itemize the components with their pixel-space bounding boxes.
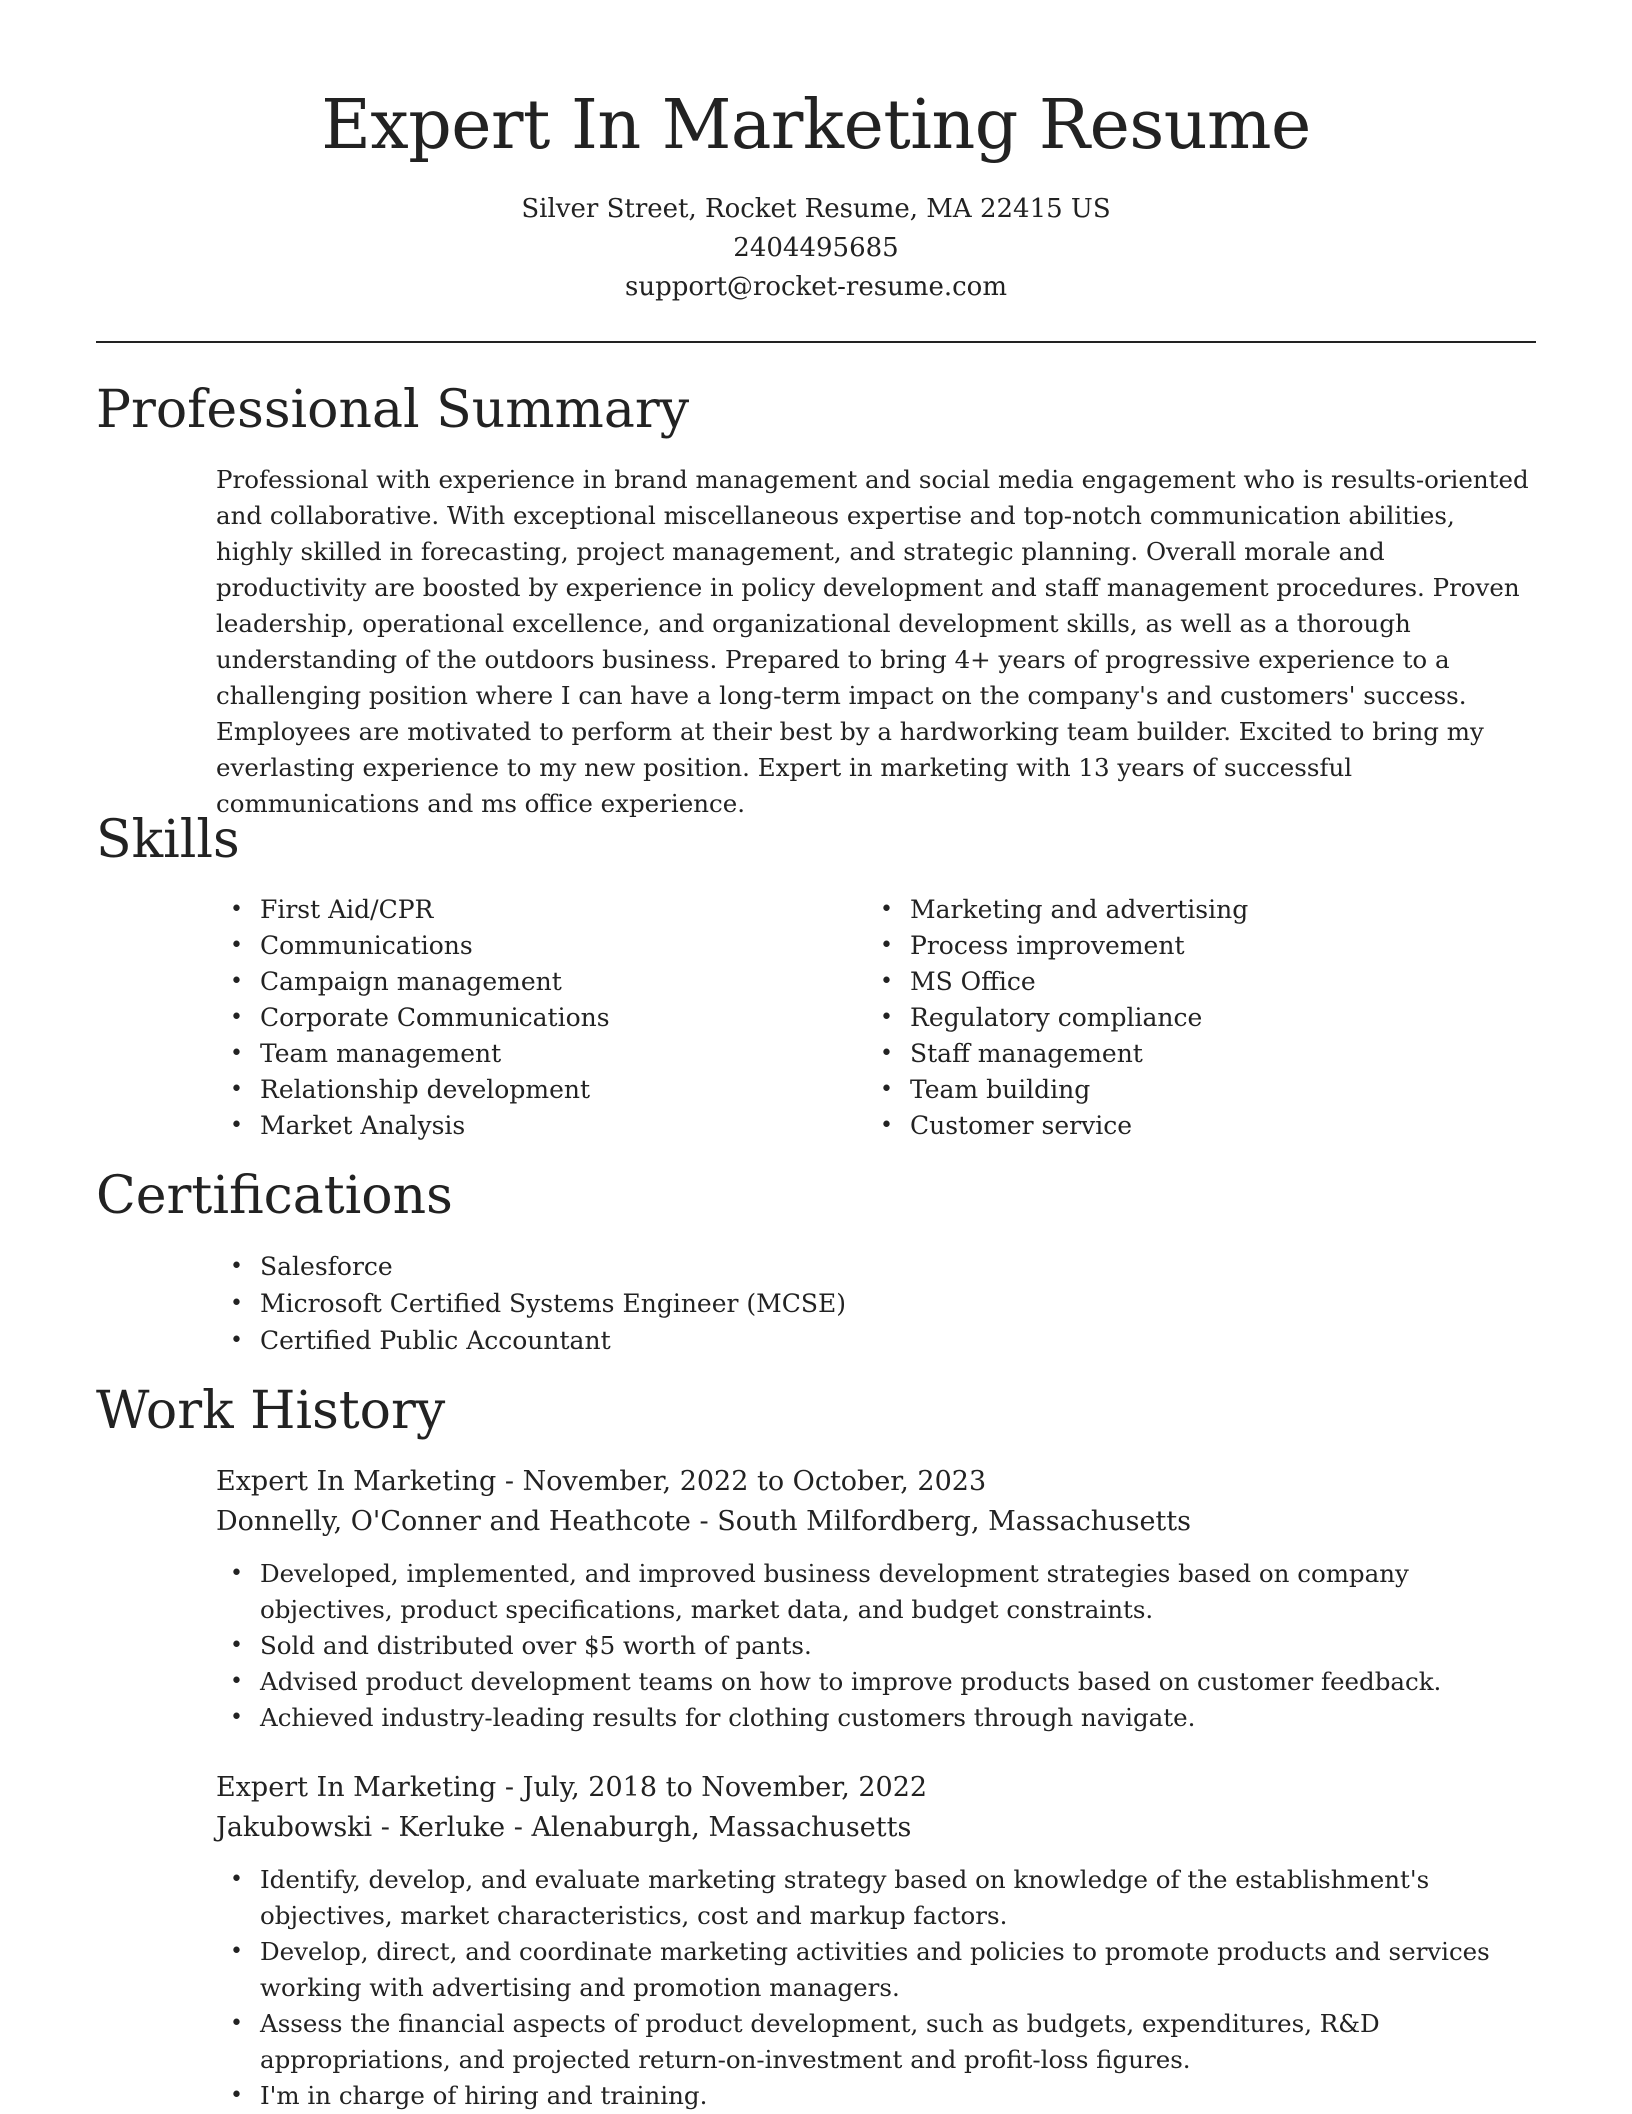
certifications-list: [216, 1248, 1536, 1359]
job-duty-item: • Assess the financial aspects of product development, such as budgets, expenditures, R&D appropriations, and projected return-on-investment and profit-loss figures.: [216, 2006, 1536, 2078]
summary-text: Professional with experience in brand management and social media engagement who is results-oriented and collaborative. With exceptional miscellaneous expertise and top-notch communication abilities, highly skilled in forecasting, project management, and strategic planning. Overall morale and productivity are boosted by experience in policy development and staff management procedures. Proven leadership, operational excellence, and organizational development skills, as well as a thorough understanding of the outdoors business. Prepared to bring 4+ years of progressive experience to a challenging position where I can have a long-term impact on the company's and customers' success. Employees are motivated to perform at their best by a hardworking team builder. Excited to bring my everlasting experience to my new position. Expert in marketing with 13 years of successful communications and ms office experience.: [216, 465, 1529, 818]
job-duty-item: • Develop, direct, and coordinate marketing activities and policies to promote products and services working with advertising and promotion managers.: [216, 1934, 1536, 2006]
skill-item: • Corporate Communications: [216, 1000, 856, 1036]
job-duty-item: • Developed, implemented, and improved business development strategies based on company objectives, product specifications, market data, and budget constraints.: [216, 1556, 1536, 1628]
skill-item: • Customer service: [866, 1108, 1506, 1144]
skill-item: • Team building: [866, 1072, 1506, 1108]
skill-item: • Regulatory compliance: [866, 1000, 1506, 1036]
skill-item: • Communications: [216, 928, 856, 964]
job-company: Donnelly, O'Conner and Heathcote: [216, 1506, 691, 1537]
contact-phone: 2404495685: [733, 233, 899, 263]
summary-heading: Professional Summary: [96, 380, 690, 440]
work-history-heading: Work History: [96, 1381, 446, 1441]
job-company: Jakubowski - Kerluke: [216, 1812, 506, 1843]
resume-title: Expert In Marketing Resume: [321, 86, 1311, 165]
job-duty-item: • I'm in charge of hiring and training.: [216, 2078, 1536, 2114]
job-title-line: [216, 1462, 1536, 1502]
job-duty-item: • Identify, develop, and evaluate marketing strategy based on knowledge of the establishment's objectives, market characteristics, cost and markup factors.: [216, 1862, 1536, 1934]
job-location: - South Milfordberg, Massachusetts: [690, 1506, 1191, 1537]
skill-item: • Campaign management: [216, 964, 856, 1000]
contact-email: support@rocket-resume.com: [624, 272, 1007, 302]
job-duty-item: • Achieved industry-leading results for clothing customers through navigate.: [216, 1700, 1536, 1736]
job-duties-list: [216, 1862, 1536, 2114]
skill-item: • Market Analysis: [216, 1108, 856, 1144]
certification-item: • Certified Public Accountant: [216, 1322, 1536, 1359]
skill-item: • First Aid/CPR: [216, 892, 856, 928]
skill-item: • Relationship development: [216, 1072, 856, 1108]
skills-list-left: [216, 892, 856, 1144]
job-title-line: [216, 1768, 1536, 1808]
job-duty-item: • Advised product development teams on how to improve products based on customer feedback.: [216, 1664, 1536, 1700]
certifications-heading: Certifications: [96, 1166, 453, 1226]
skills-list-right: [866, 892, 1506, 1144]
skill-item: • Team management: [216, 1036, 856, 1072]
job-location: - Alenaburgh, Massachusetts: [505, 1812, 912, 1843]
skill-item: • Staff management: [866, 1036, 1506, 1072]
skill-item: • Marketing and advertising: [866, 892, 1506, 928]
contact-info: [96, 190, 1536, 307]
job-entry: [216, 1462, 1536, 1736]
skills-heading: Skills: [96, 810, 240, 870]
header-divider: [96, 341, 1536, 343]
certification-item: • Salesforce: [216, 1248, 1536, 1285]
skill-item: • Process improvement: [866, 928, 1506, 964]
job-company-line: [216, 1808, 1536, 1848]
certification-item: • Microsoft Certified Systems Engineer (MCSE): [216, 1285, 1536, 1322]
resume-header: [96, 82, 1536, 307]
job-duties-list: [216, 1556, 1536, 1736]
job-company-line: [216, 1502, 1536, 1542]
skill-item: • MS Office: [866, 964, 1506, 1000]
job-dates: - July, 2018 to November, 2022: [496, 1772, 928, 1803]
job-dates: - November, 2022 to October, 2023: [496, 1466, 987, 1497]
job-role: Expert In Marketing: [216, 1466, 497, 1497]
job-role: Expert In Marketing: [216, 1772, 497, 1803]
job-duty-item: • Sold and distributed over $5 worth of pants.: [216, 1628, 1536, 1664]
contact-address: Silver Street, Rocket Resume, MA 22415 US: [521, 194, 1111, 224]
job-entry: [216, 1768, 1536, 2114]
